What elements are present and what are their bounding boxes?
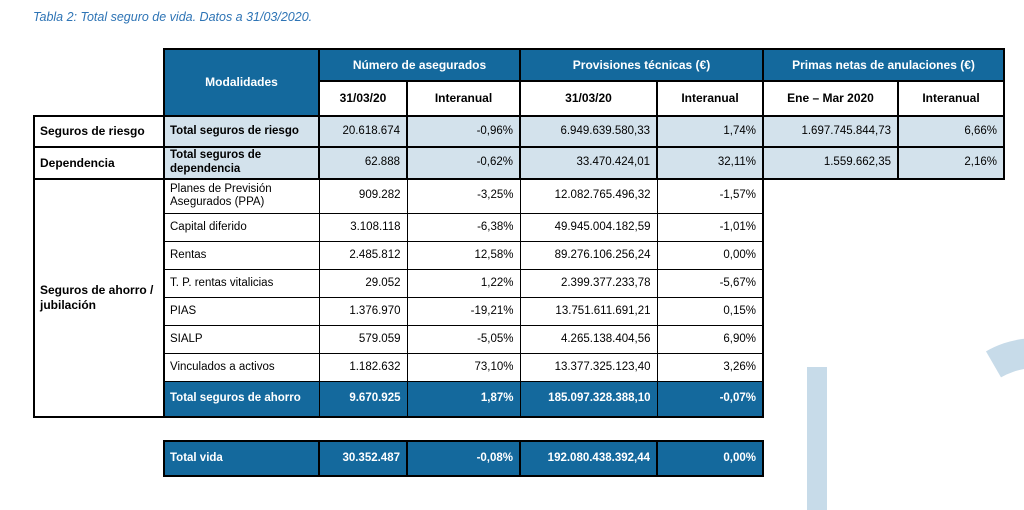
col-header-provisiones: Provisiones técnicas (€) bbox=[520, 49, 763, 81]
value-cell: 12,58% bbox=[407, 242, 520, 270]
value-cell: -0,08% bbox=[407, 441, 520, 476]
value-cell: -1,01% bbox=[657, 214, 763, 242]
life-insurance-table bbox=[33, 48, 1005, 418]
value-cell: 1.697.745.844,73 bbox=[763, 116, 898, 147]
group-cell-ahorro: Seguros de ahorro / jubilación bbox=[34, 179, 164, 417]
group-cell-dependencia: Dependencia bbox=[34, 147, 164, 179]
value-cell: 6,90% bbox=[657, 326, 763, 354]
value-cell: -6,38% bbox=[407, 214, 520, 242]
empty-cell bbox=[763, 179, 898, 214]
value-cell: 13.751.611.691,21 bbox=[520, 298, 657, 326]
row-label: Vinculados a activos bbox=[164, 354, 319, 382]
value-cell: 192.080.438.392,44 bbox=[520, 441, 657, 476]
total-vida-label: Total vida bbox=[164, 441, 319, 476]
table-row-ppa bbox=[34, 179, 1004, 214]
group-cell-riesgo: Seguros de riesgo bbox=[34, 116, 164, 147]
subheader-asegurados-interanual: Interanual bbox=[407, 81, 520, 116]
empty-cell bbox=[898, 242, 1004, 270]
watermark-bar bbox=[807, 367, 827, 510]
value-cell: 3,26% bbox=[657, 354, 763, 382]
subheader-primas-periodo: Ene – Mar 2020 bbox=[763, 81, 898, 116]
value-cell: -19,21% bbox=[407, 298, 520, 326]
empty-cell bbox=[898, 298, 1004, 326]
subheader-provisiones-fecha: 31/03/20 bbox=[520, 81, 657, 116]
empty-cell bbox=[763, 214, 898, 242]
table-row-total-ahorro bbox=[34, 382, 1004, 417]
empty-cell bbox=[898, 179, 1004, 214]
header-spacer bbox=[34, 49, 164, 116]
value-cell: 1,87% bbox=[407, 382, 520, 417]
col-header-modalidades: Modalidades bbox=[164, 49, 319, 116]
value-cell: 1.182.632 bbox=[319, 354, 407, 382]
value-cell: 6.949.639.580,33 bbox=[520, 116, 657, 147]
value-cell: 2,16% bbox=[898, 147, 1004, 179]
table-row-capital-diferido bbox=[34, 214, 1004, 242]
value-cell: 1.376.970 bbox=[319, 298, 407, 326]
row-label: Rentas bbox=[164, 242, 319, 270]
value-cell: 33.470.424,01 bbox=[520, 147, 657, 179]
value-cell: 29.052 bbox=[319, 270, 407, 298]
value-cell: 2.485.812 bbox=[319, 242, 407, 270]
value-cell: 32,11% bbox=[657, 147, 763, 179]
value-cell: -0,96% bbox=[407, 116, 520, 147]
subheader-provisiones-interanual: Interanual bbox=[657, 81, 763, 116]
total-ahorro-label: Total seguros de ahorro bbox=[164, 382, 319, 417]
row-label: T. P. rentas vitalicias bbox=[164, 270, 319, 298]
value-cell: 1.559.662,35 bbox=[763, 147, 898, 179]
value-cell: -0,62% bbox=[407, 147, 520, 179]
col-header-asegurados: Número de asegurados bbox=[319, 49, 520, 81]
table-row-total-vida bbox=[164, 441, 763, 476]
value-cell: -1,57% bbox=[657, 179, 763, 214]
header-row-groups bbox=[34, 49, 1004, 81]
value-cell: 49.945.004.182,59 bbox=[520, 214, 657, 242]
value-cell: -0,07% bbox=[657, 382, 763, 417]
table-caption: Tabla 2: Total seguro de vida. Datos a 31/03/2020. bbox=[33, 10, 313, 24]
col-header-primas: Primas netas de anulaciones (€) bbox=[763, 49, 1004, 81]
table-row-vinculados bbox=[34, 354, 1004, 382]
value-cell: 0,15% bbox=[657, 298, 763, 326]
row-label: Total seguros de dependencia bbox=[164, 147, 319, 179]
value-cell: 30.352.487 bbox=[319, 441, 407, 476]
row-label: PIAS bbox=[164, 298, 319, 326]
value-cell: -5,67% bbox=[657, 270, 763, 298]
value-cell: 13.377.325.123,40 bbox=[520, 354, 657, 382]
empty-cell bbox=[763, 326, 898, 354]
subheader-primas-interanual: Interanual bbox=[898, 81, 1004, 116]
empty-cell bbox=[763, 354, 898, 382]
table-row-pias bbox=[34, 298, 1004, 326]
value-cell: 9.670.925 bbox=[319, 382, 407, 417]
table-row-dependencia bbox=[34, 147, 1004, 179]
value-cell: 12.082.765.496,32 bbox=[520, 179, 657, 214]
empty-cell bbox=[898, 270, 1004, 298]
value-cell: 89.276.106.256,24 bbox=[520, 242, 657, 270]
row-label: Total seguros de riesgo bbox=[164, 116, 319, 147]
table-row-sialp bbox=[34, 326, 1004, 354]
value-cell: -5,05% bbox=[407, 326, 520, 354]
value-cell: 0,00% bbox=[657, 441, 763, 476]
row-label: Capital diferido bbox=[164, 214, 319, 242]
value-cell: 185.097.328.388,10 bbox=[520, 382, 657, 417]
table-row-tp-rentas bbox=[34, 270, 1004, 298]
value-cell: 73,10% bbox=[407, 354, 520, 382]
empty-cell bbox=[898, 214, 1004, 242]
value-cell: 62.888 bbox=[319, 147, 407, 179]
empty-cell bbox=[763, 298, 898, 326]
subheader-asegurados-fecha: 31/03/20 bbox=[319, 81, 407, 116]
table-row-rentas bbox=[34, 242, 1004, 270]
value-cell: 4.265.138.404,56 bbox=[520, 326, 657, 354]
value-cell: 3.108.118 bbox=[319, 214, 407, 242]
value-cell: 20.618.674 bbox=[319, 116, 407, 147]
empty-cell bbox=[763, 242, 898, 270]
total-vida-table bbox=[163, 440, 764, 477]
value-cell: 579.059 bbox=[319, 326, 407, 354]
value-cell: 2.399.377.233,78 bbox=[520, 270, 657, 298]
value-cell: 6,66% bbox=[898, 116, 1004, 147]
value-cell: 1,74% bbox=[657, 116, 763, 147]
empty-cell bbox=[763, 382, 898, 417]
value-cell: 1,22% bbox=[407, 270, 520, 298]
table-row-riesgo bbox=[34, 116, 1004, 147]
empty-cell bbox=[763, 270, 898, 298]
value-cell: 909.282 bbox=[319, 179, 407, 214]
value-cell: 0,00% bbox=[657, 242, 763, 270]
row-label: SIALP bbox=[164, 326, 319, 354]
row-label: Planes de Previsión Asegurados (PPA) bbox=[164, 179, 319, 214]
value-cell: -3,25% bbox=[407, 179, 520, 214]
